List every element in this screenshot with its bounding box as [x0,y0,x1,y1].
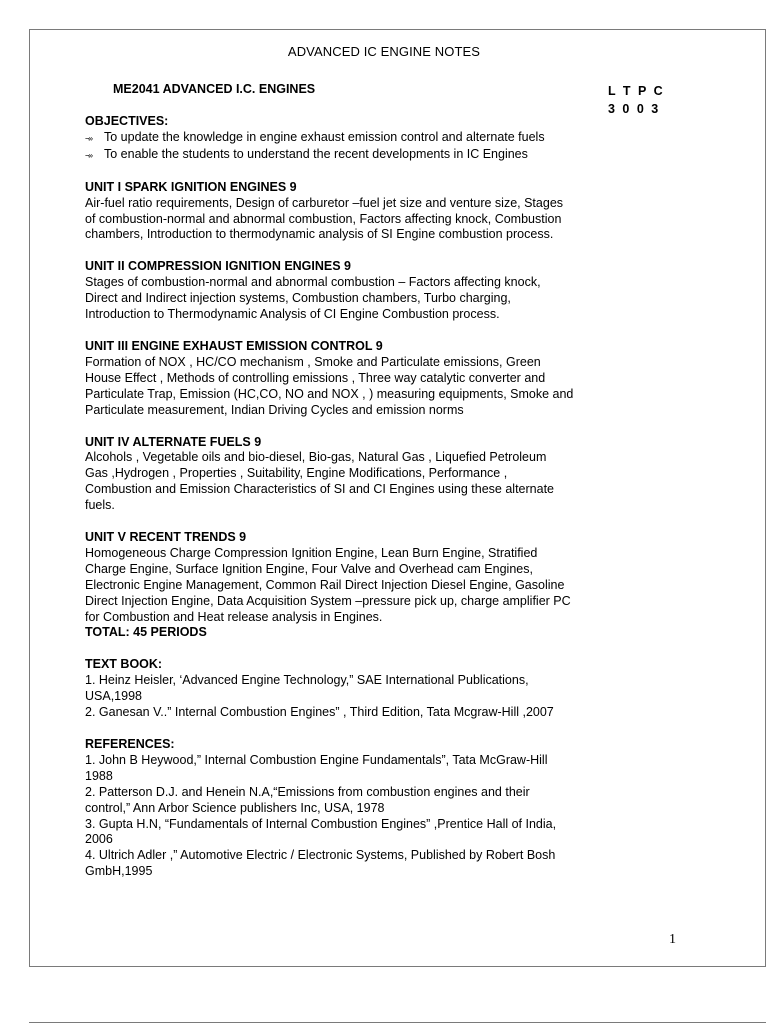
unit-line: Homogeneous Charge Compression Ignition Engine, Lean Burn Engine, Stratified [85,545,538,560]
unit-section [85,180,645,244]
reference-line: control,” Ann Arbor Science publishers Inc, USA, 1978 [85,800,385,815]
reference-line: 2006 [85,832,113,847]
reference-line: 4. Ultrich Adler ,” Automotive Electric / Electronic Systems, Published by Robert Bosh [85,848,556,863]
unit-line: Gas ,Hydrogen , Properties , Suitability, Engine Modifications, Performance , [85,466,508,481]
text-book-line: USA,1998 [85,689,142,704]
unit-heading: UNIT I SPARK IGNITION ENGINES 9 [85,179,297,194]
page-number: 1 [669,932,676,947]
bullet-icon: ¬» [85,133,93,143]
next-page-edge [29,1022,766,1023]
text-book-line: 2. Ganesan V..” Internal Combustion Engines” , Third Edition, Tata Mcgraw-Hill ,2007 [85,705,554,720]
unit-heading: UNIT IV ALTERNATE FUELS 9 [85,434,262,449]
syllabus-content [85,114,645,880]
unit-line: Combustion and Emission Characteristics of SI and CI Engines using these alternate [85,482,554,497]
unit-line: Introduction to Thermodynamic Analysis of CI Engine Combustion process. [85,307,500,322]
unit-section [85,435,645,515]
course-title: ME2041 ADVANCED I.C. ENGINES [113,82,316,96]
document-header: ADVANCED IC ENGINE NOTES [287,44,481,59]
unit-line: Particulate Trap, Emission (HC,CO, NO and NOX , ) measuring equipments, Smoke and [85,386,574,401]
unit-line: Alcohols , Vegetable oils and bio-diesel, Bio-gas, Natural Gas , Liquefied Petroleum [85,450,547,465]
ltpc-label: L T P C [608,84,665,98]
unit-line: Direct Injection Engine, Data Acquisition System –pressure pick up, charge amplifier PC [85,593,571,608]
objectives-heading: OBJECTIVES: [85,114,169,128]
unit-line: for Combustion and Heat release analysis in Engines. [85,609,383,624]
ltpc-block [608,82,665,118]
unit-line: Particulate measurement, Indian Driving Cycles and emission norms [85,402,464,417]
references-heading: REFERENCES: [85,737,175,751]
text-book-heading: TEXT BOOK: [85,657,163,672]
objective-item [85,130,645,147]
reference-line: 1988 [85,768,113,783]
objective-text: To enable the students to understand the recent developments in IC Engines [104,146,528,161]
total-periods: TOTAL: 45 PERIODS [85,625,207,640]
unit-heading: UNIT II COMPRESSION IGNITION ENGINES 9 [85,259,352,274]
unit-heading: UNIT III ENGINE EXHAUST EMISSION CONTROL 9 [85,338,383,353]
unit-line: fuels. [85,498,115,513]
ltpc-values: 3 0 0 3 [608,102,661,116]
unit-line: Formation of NOX , HC/CO mechanism , Smoke and Particulate emissions, Green [85,354,541,369]
text-book-line: 1. Heinz Heisler, ‘Advanced Engine Technology,” SAE International Publications, [85,673,529,688]
unit-section [85,339,645,419]
text-book-section [85,657,645,721]
reference-line: 3. Gupta H.N, “Fundamentals of Internal Combustion Engines” ,Prentice Hall of India, [85,816,557,831]
objective-text: To update the knowledge in engine exhaust emission control and alternate fuels [104,129,545,144]
unit-line: chambers, Introduction to thermodynamic analysis of SI Engine combustion process. [85,227,554,242]
reference-line: 2. Patterson D.J. and Henein N.A,“Emissions from combustion engines and their [85,784,530,799]
unit-line: Stages of combustion-normal and abnormal combustion – Factors affecting knock, [85,275,541,290]
unit-line: Charge Engine, Surface Ignition Engine, Four Valve and Overhead cam Engines, [85,561,533,576]
unit-section [85,259,645,323]
references-section [85,737,645,880]
reference-line: GmbH,1995 [85,864,153,879]
reference-line: 1. John B Heywood,” Internal Combustion Engine Fundamentals”, Tata McGraw-Hill [85,752,548,767]
unit-line: Air-fuel ratio requirements, Design of carburetor –fuel jet size and venture size, Stages [85,195,564,210]
unit-line: House Effect , Methods of controlling emissions , Three way catalytic converter and [85,370,546,385]
unit-line: of combustion-normal and abnormal combustion, Factors affecting knock, Combustion [85,211,562,226]
unit-line: Electronic Engine Management, Common Rail Direct Injection Diesel Engine, Gasoline [85,577,565,592]
unit-line: Direct and Indirect injection systems, Combustion chambers, Turbo charging, [85,291,511,306]
bullet-icon: ¬» [85,150,93,160]
unit-section [85,530,645,641]
objective-item [85,147,645,164]
unit-heading: UNIT V RECENT TRENDS 9 [85,530,247,545]
